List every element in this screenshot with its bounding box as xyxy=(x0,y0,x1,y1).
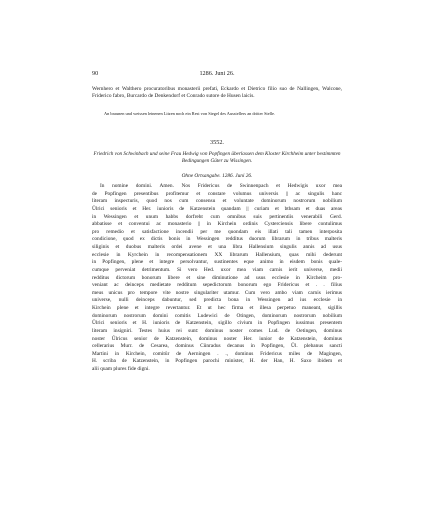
seal-note: An braunen und weissen leinenen Litzen noch ein Rest von Siegel des Ausstellers an dritter Stelle. xyxy=(104,111,276,116)
page-number: 90 xyxy=(92,70,99,77)
document-dateline: Ohne Ortsangabe. 1286. Juni 26. xyxy=(181,173,253,179)
body-line: abbatisse et conventui ac monasterio || in Kirchein ordinis Cysterciensis libere contulimus xyxy=(92,221,342,228)
body-line: ecclesie in Kyrchein in recompensationem XX librarum Hallensium, quas mihi dederunt xyxy=(92,251,342,258)
body-line: condicione, quod ex dictis bonis in Wessingen redditus duorum librarum in tribus malteris xyxy=(92,236,342,243)
body-line: Ûlrici senioris et H. iunioris de Katzenstein, sigillo civium in Popfingen iussimus presentem xyxy=(92,320,342,327)
document-summary: Friedrich von Schwinbach und seine Frau Hedwig von Popfingen überlassen dem Kloster Kirchheim unter bestimmten Bedingungen Güter zu Wissingen. xyxy=(93,151,341,164)
body-line: de Popfingen presentibus profitemur et constare volumus universis || ac singulis hanc xyxy=(92,190,342,197)
body-line: siliginis et duobus malteris ordei avene et una libra Hallensium singulis annis ad usus xyxy=(92,244,342,250)
body-line: pro remedio et satisfactione incendii per me quondam eis illati tali tamen interposita xyxy=(92,228,342,235)
page-header xyxy=(92,70,342,80)
body-line: cellerarius Murr. de Cesarea, dominus Cûnradus decanus in Popfingen, Ûl. plebanus sancti xyxy=(92,343,342,350)
body-line: alii quam plures fide digni. xyxy=(92,366,150,372)
body-line: Kirchein plene et integre revertantur. Et ut hec firma et illesa perpetuo maneant, sigillis xyxy=(92,305,342,311)
body-line: noster Ûlricus senior de Katzenstein, dominus noster Her. iunior de Katzenstein, dominus xyxy=(92,335,342,342)
document-body xyxy=(92,183,342,374)
body-line: in Wessingen et unum habbs dorfreht cum omnibus suis pertinentiis venerabili Gerd. xyxy=(92,213,342,220)
body-line: universe, nulli deinceps dabuntur, sed predicta bona in Wessingen ad ius ecclesie in xyxy=(92,297,342,304)
body-line: literam insigniri. Testes huius rei sunt: dominus noster comes Lud. de Oetingen, dominus xyxy=(92,327,342,334)
body-line: Ûlrici senioris et Her. iunioris de Katzenstein quandam || curiam et bthsam et duas areas xyxy=(92,205,342,212)
body-line: veniant ac deinceps medietate redditum sepedictorum bonorum ego Fridericus et . . filius xyxy=(92,282,342,289)
document-number: 3552. xyxy=(210,139,224,146)
body-line: dominorum nostrorum domini comitis Ludewici de Otingen, dominorum nostrorum nobilium xyxy=(92,312,342,319)
body-line: H. scriba de Katzenstein, in Popfingen parochi minister, H. der Han, H. Saxo ibidem et xyxy=(92,358,342,365)
body-line: redditus dictorum bonorum libere et sine diminutione ad usus ecclesie in Kircheim pro- xyxy=(92,274,342,281)
body-line: literam inspecturis, quod nos cum consensu et voluntate dominorum nostrorum nobilium xyxy=(92,198,342,205)
continuation-text: Wernhero et Walthero procuratoribus monasterii prefati, Eckardo et Dietrico filio suo de Nallingen, Walcone, Friderico fabro, Burcardo de Denkendorf et Conrado sutore de Husen laicis. xyxy=(92,86,342,100)
body-line: meus unicus pro tempore vite nostre singulariter utamur. Cum vero ambo viam carnis ierimus xyxy=(92,289,342,296)
body-line: In nomine domini. Amen. Nos Fridericus de Swinnenpach et Hedwigis uxor mea xyxy=(100,183,342,189)
running-date: 1286. Juni 26. xyxy=(199,70,235,77)
body-line: cumque perveniat detrimentum. Si vero Hed. uxor mea viam carnis ierit universe, medii xyxy=(92,266,342,273)
body-line: Martini in Kirchein, comitûr de Aerningen . ., dominus Fridericus miles de Magingen, xyxy=(92,350,342,357)
body-line: in Popfingen, plene et integre persolvantur, sustinentes eque animo in eisdem bonis quale- xyxy=(92,259,342,266)
